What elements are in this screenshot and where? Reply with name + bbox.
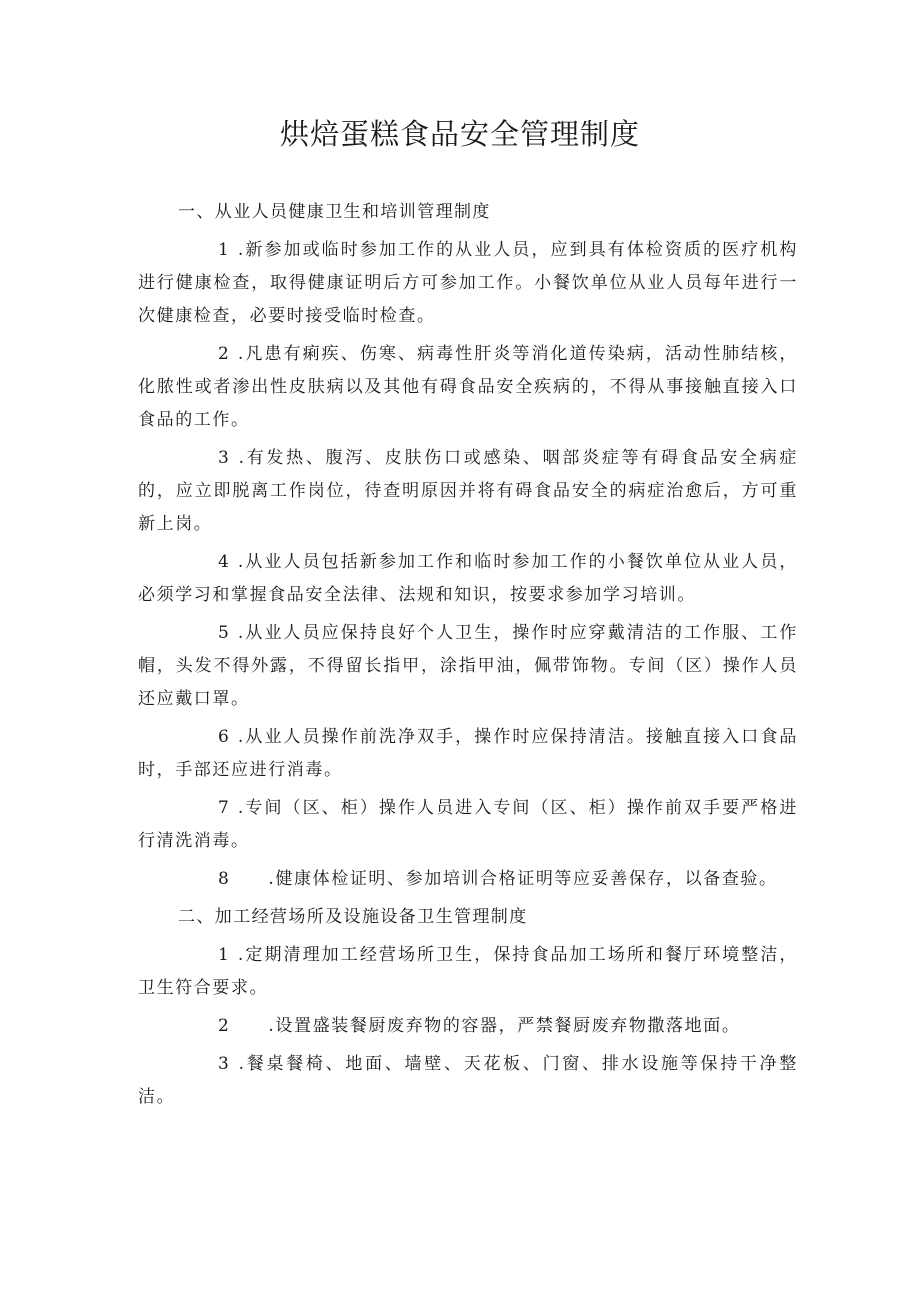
item-number: 5: [218, 623, 231, 643]
item-text: .设置盛装餐厨废弃物的容器，严禁餐厨废弃物撒落地面。: [268, 1016, 741, 1036]
list-item: [138, 1048, 798, 1114]
item-number: 2: [218, 344, 231, 364]
item-number: 4: [218, 552, 231, 572]
document-body: [138, 196, 798, 1119]
item-number: 1: [218, 945, 231, 965]
document-title: 烘焙蛋糕食品安全管理制度: [279, 117, 640, 151]
item-text: .新参加或临时参加工作的从业人员，应到具有体检资质的医疗机构进行健康检查，取得健康证明后方可参加工作。小餐饮单位从业人员每年进行一次健康检查，必要时接受临时检查。: [138, 240, 798, 326]
item-number: 2: [218, 1016, 231, 1036]
list-item: [138, 863, 798, 896]
list-item: [138, 792, 798, 858]
item-number: 3: [218, 1054, 231, 1074]
item-text: .健康体检证明、参加培训合格证明等应妥善保存，以备查验。: [268, 869, 778, 889]
item-number: 7: [218, 798, 231, 818]
section-heading: 一、从业人员健康卫生和培训管理制度: [178, 202, 491, 222]
list-item: [138, 1010, 798, 1043]
list-item: [138, 939, 798, 1005]
list-item: [138, 442, 798, 541]
list-item: [138, 617, 798, 716]
list-item: [138, 234, 798, 333]
section-heading: 二、加工经营场所及设施设备卫生管理制度: [178, 907, 528, 927]
item-text: .从业人员包括新参加工作和临时参加工作的小餐饮单位从业人员，必须学习和掌握食品安全法律、法规和知识，按要求参加学习培训。: [138, 552, 798, 605]
item-text: .从业人员操作前洗净双手，操作时应保持清洁。接触直接入口食品时，手部还应进行消毒。: [138, 727, 798, 780]
item-text: .专间（区、柜）操作人员进入专间（区、柜）操作前双手要严格进行清洗消毒。: [138, 798, 798, 851]
list-item: [138, 721, 798, 787]
item-text: .凡患有痢疾、伤寒、病毒性肝炎等消化道传染病，活动性肺结核，化脓性或者渗出性皮肤病以及其他有碍食品安全疾病的，不得从事接触直接入口食品的工作。: [138, 344, 798, 430]
item-number: 8: [218, 869, 231, 889]
item-text: .餐桌餐椅、地面、墙壁、天花板、门窗、排水设施等保持干净整洁。: [138, 1054, 798, 1107]
list-item: [138, 338, 798, 437]
item-text: .从业人员应保持良好个人卫生，操作时应穿戴清洁的工作服、工作帽，头发不得外露，不得留长指甲，涂指甲油，佩带饰物。专间（区）操作人员还应戴口罩。: [138, 623, 798, 709]
list-item: [138, 546, 798, 612]
item-number: 6: [218, 727, 231, 747]
item-text: .定期清理加工经营场所卫生，保持食品加工场所和餐厅环境整洁，卫生符合要求。: [138, 945, 798, 998]
item-number: 1: [218, 240, 231, 260]
item-text: .有发热、腹泻、皮肤伤口或感染、咽部炎症等有碍食品安全病症的，应立即脱离工作岗位，待查明原因并将有碍食品安全的病症治愈后，方可重新上岗。: [138, 448, 798, 534]
item-number: 3: [218, 448, 231, 468]
